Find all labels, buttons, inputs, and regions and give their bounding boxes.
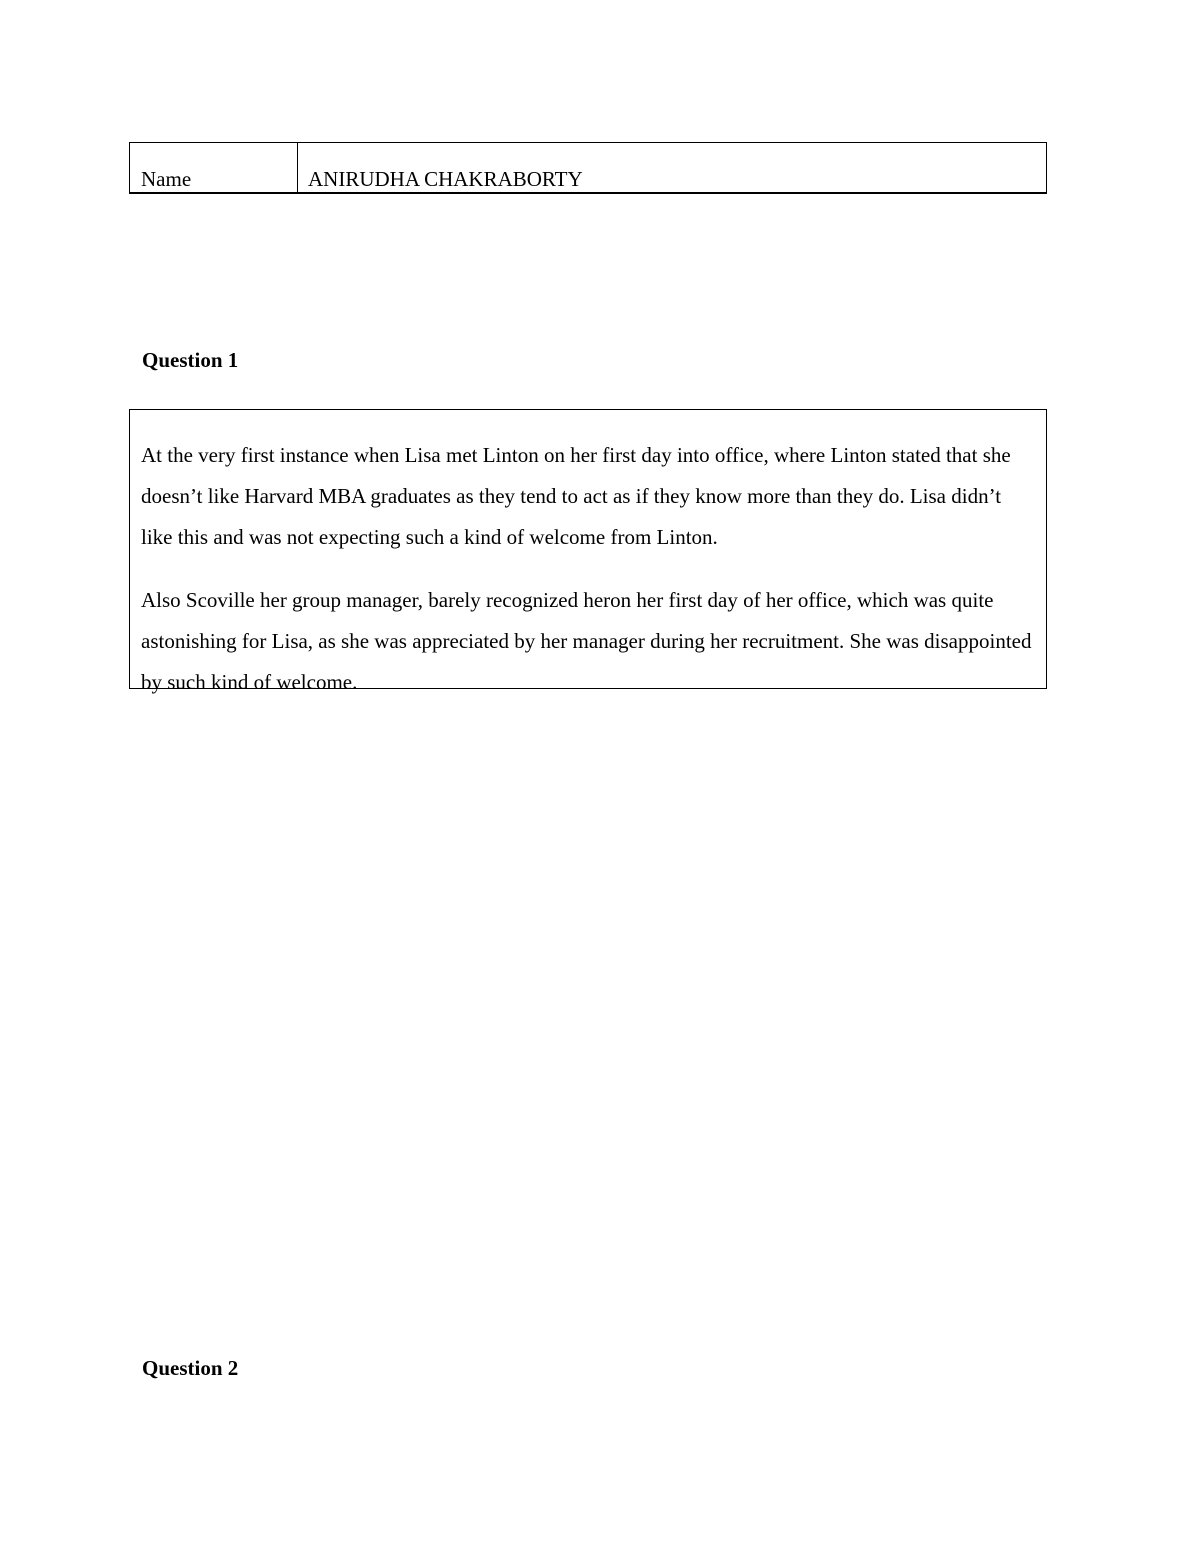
question-2-heading: Question 2	[142, 1356, 239, 1380]
name-value: ANIRUDHA CHAKRABORTY	[308, 167, 583, 191]
name-value-cell	[298, 143, 1046, 192]
question-1-answer-box	[129, 409, 1047, 694]
question-1-heading: Question 1	[142, 348, 239, 372]
answer-paragraph-1: At the very first instance when Lisa met Linton on her first day into office, where Linton stated that she doesn’t like Harvard MBA graduates as they tend to act as if they know more than they do. Lisa didn’t like this and was not expecting such a kind of welcome from Linton.	[141, 443, 1011, 549]
name-label-cell	[130, 143, 298, 192]
name-label: Name	[141, 167, 192, 191]
name-table	[129, 142, 1047, 194]
answer-paragraph-2: Also Scoville her group manager, barely recognized heron her first day of her office, which was quite astonishing for Lisa, as she was appreciated by her manager during her recruitment. She was disappointed by such kind of welcome.	[141, 588, 1032, 694]
